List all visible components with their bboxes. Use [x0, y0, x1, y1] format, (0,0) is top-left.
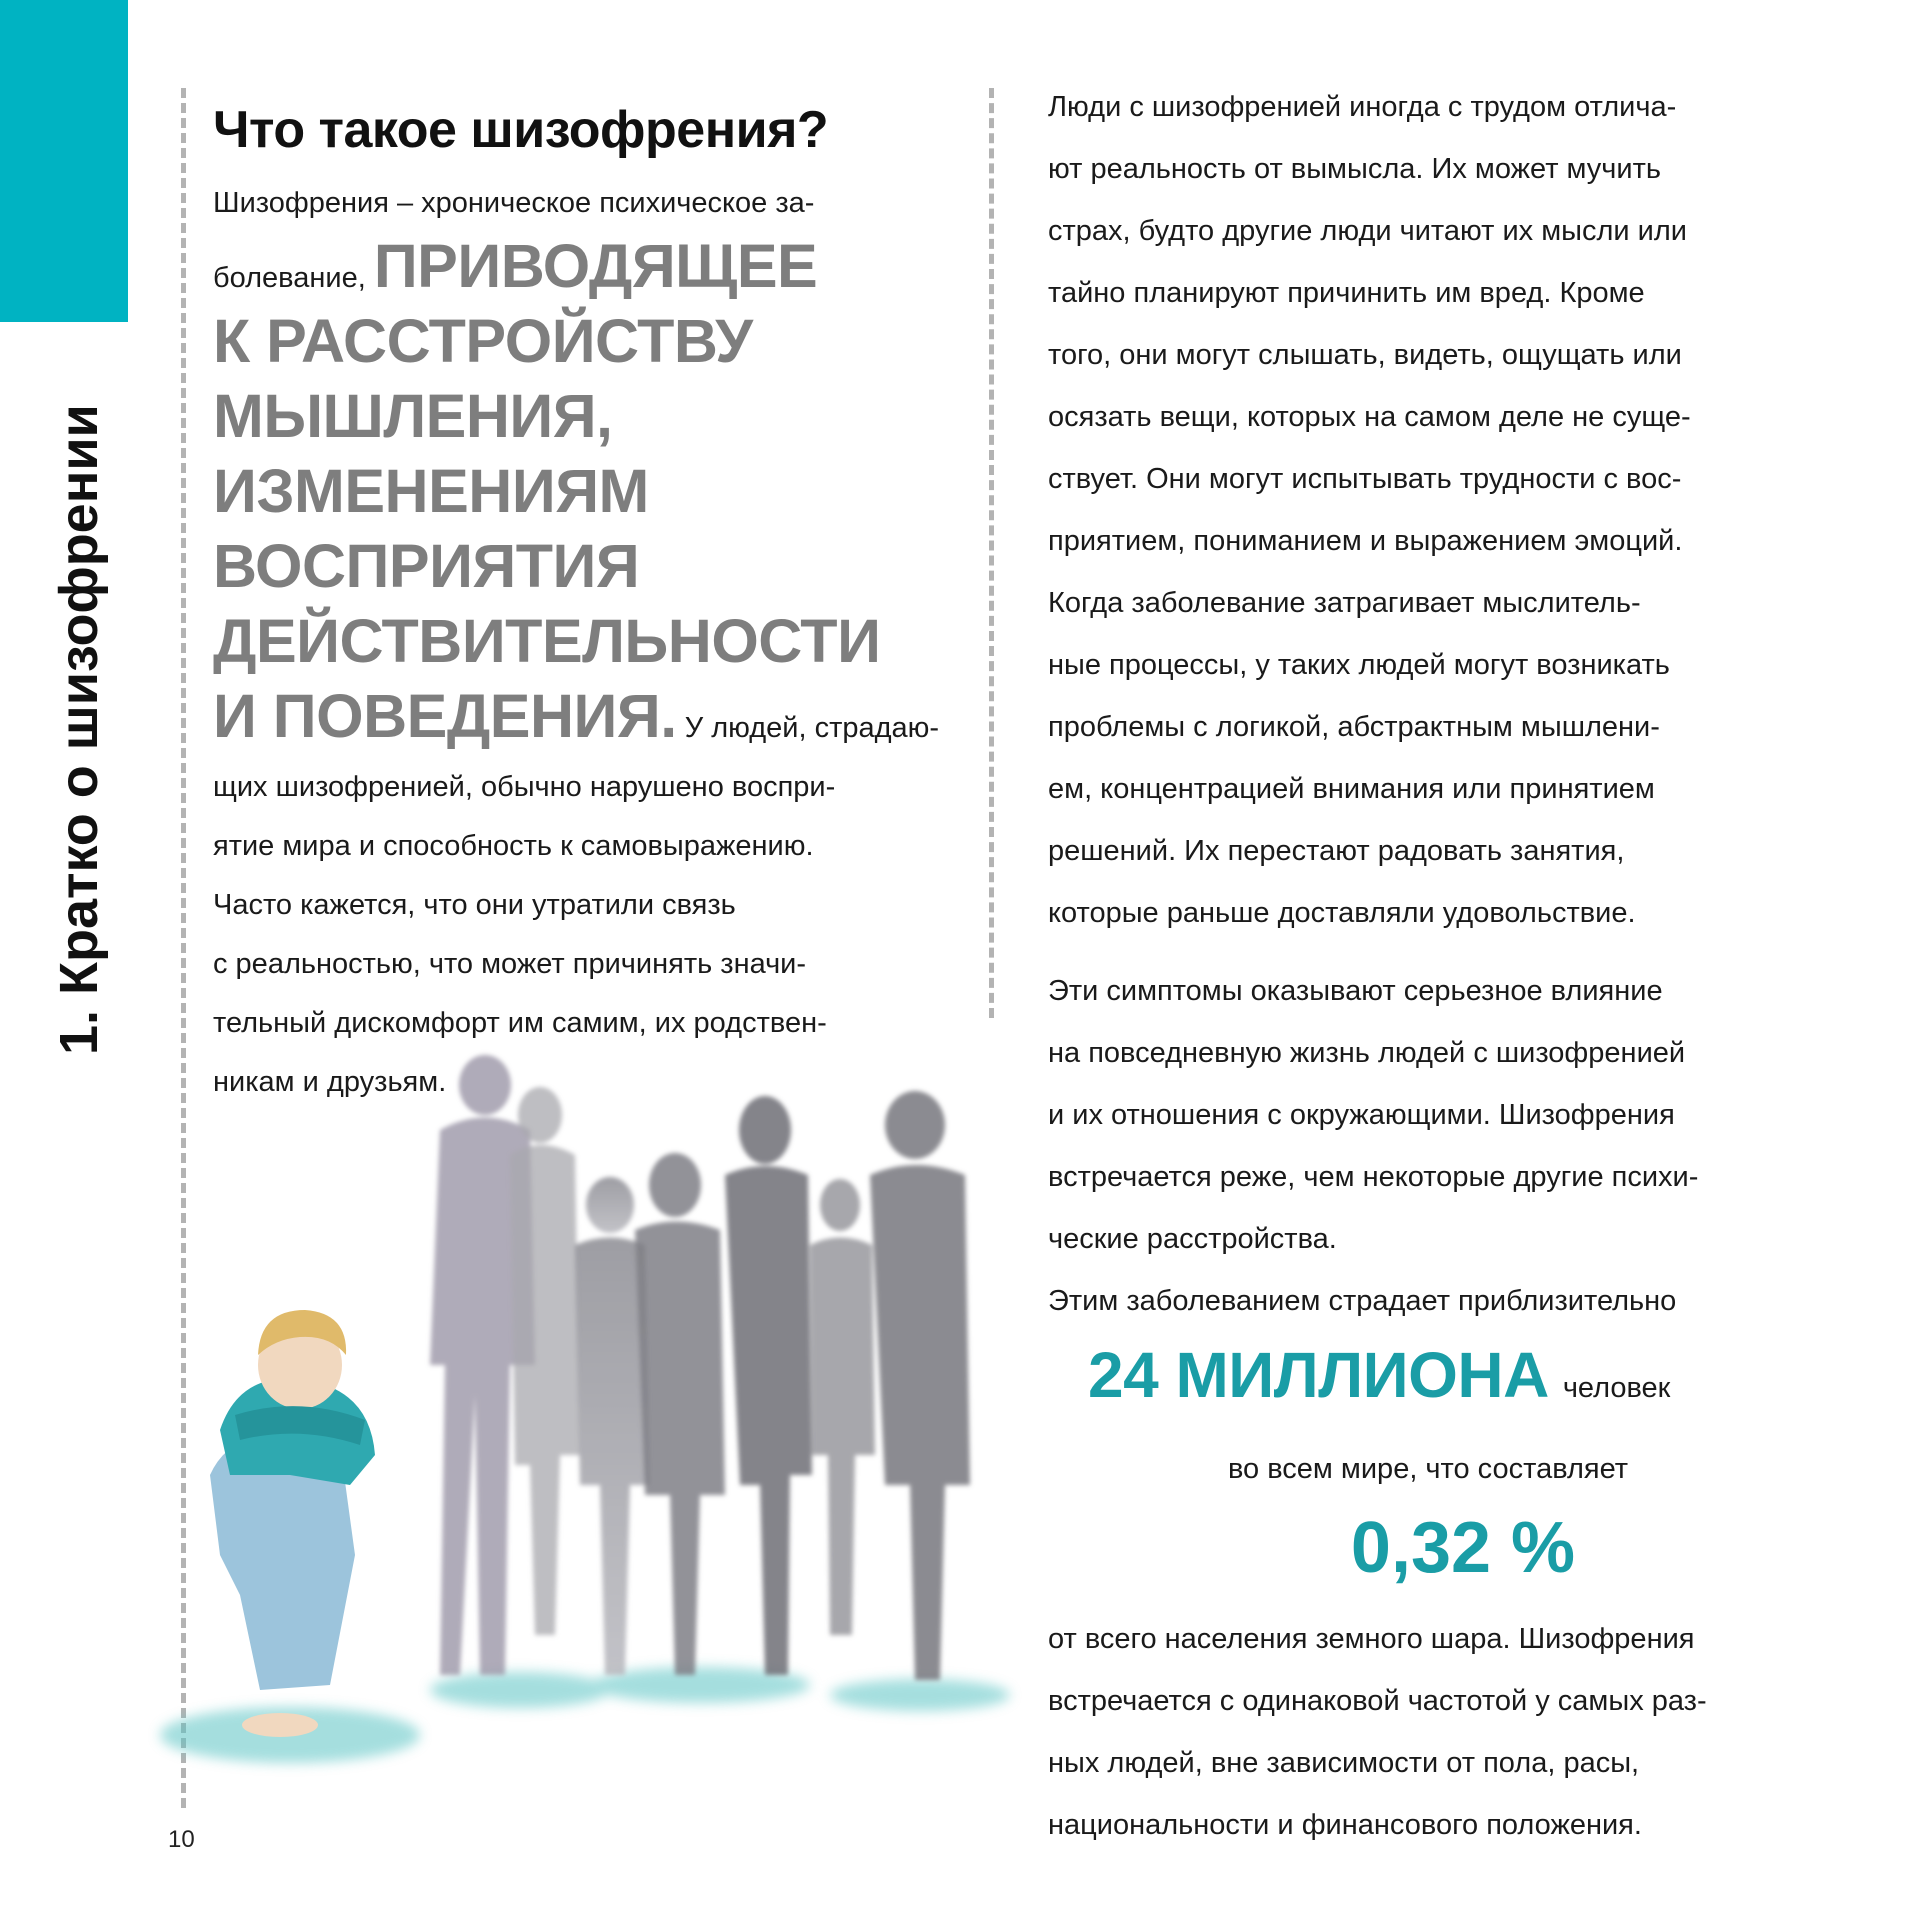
text-line: и их отношения с окружающими. Шизофрения — [1048, 1099, 1675, 1131]
text-line: ем, концентрацией внимания или принятием — [1048, 773, 1655, 805]
stat-context: во всем мире, что составляет — [1227, 1453, 1629, 1485]
text-line: с реальностью, что может причинять значи- — [213, 948, 807, 980]
right-column — [1048, 76, 1808, 1856]
standing-figure — [810, 1179, 875, 1635]
page-number: 10 — [168, 1826, 195, 1853]
after-emphasis-text: У людей, страдаю- — [676, 712, 940, 744]
text-line: Часто кажется, что они утратили связь — [213, 889, 736, 921]
section-title: 1. Кратко о шизофрении — [49, 404, 109, 1055]
emphasis-line-3: МЫШЛЕНИЯ, ИЗМЕНЕНИЯМ — [213, 382, 649, 525]
text-line: того, они могут слышать, видеть, ощущать или — [1048, 339, 1682, 371]
emphasis-line-1: ПРИВОДЯЩЕЕ — [373, 232, 818, 300]
standing-figures-group — [430, 1055, 970, 1680]
text-line: Люди с шизофренией иногда с трудом отлича- — [1048, 91, 1677, 123]
text-line: Когда заболевание затрагивает мыслитель- — [1048, 587, 1641, 619]
stat-million-line — [1048, 1338, 1808, 1438]
population-paragraph — [1048, 1608, 1808, 1856]
text-line: ные процессы, у таких людей могут возникать — [1048, 649, 1670, 681]
text-line: щих шизофренией, обычно нарушено воспри- — [213, 771, 836, 803]
text-line: приятием, пониманием и выражением эмоций. — [1048, 525, 1683, 557]
intro-line-1: Шизофрения – хроническое психическое за- — [213, 187, 815, 219]
text-line: от всего населения земного шара. Шизофрения — [1048, 1623, 1695, 1655]
watercolor-illustration — [140, 1035, 1040, 1825]
text-line: тельный дискомфорт им самим, их родствен- — [213, 1007, 827, 1039]
text-line: страх, будто другие люди читают их мысли или — [1048, 215, 1688, 247]
text-line: национальности и финансового положения. — [1048, 1809, 1642, 1841]
seated-boy-figure — [210, 1310, 375, 1737]
text-line: никам и друзьям. — [213, 1066, 447, 1098]
text-line: ятие мира и способность к самовыражению. — [213, 830, 814, 862]
text-line: тайно планируют причинить им вред. Кроме — [1048, 277, 1645, 309]
middle-dashed-divider — [989, 88, 994, 1018]
emphasis-line-6: И ПОВЕДЕНИЯ. — [213, 682, 677, 750]
left-column — [213, 96, 973, 1112]
text-line: ческие расстройства. — [1048, 1223, 1337, 1255]
standing-figure — [725, 1096, 812, 1675]
text-line: решений. Их перестают радовать занятия, — [1048, 835, 1625, 867]
stat-unit: человек — [1562, 1372, 1671, 1404]
text-line: ют реальность от вымысла. Их может мучить — [1048, 153, 1661, 185]
text-line: осязать вещи, которых на самом деле не суще- — [1048, 401, 1691, 433]
text-line: Этим заболеванием страдает приблизительно — [1048, 1285, 1677, 1317]
intro-line-2: болевание, — [213, 262, 374, 294]
standing-figure — [870, 1091, 970, 1680]
boy-feet — [242, 1713, 318, 1737]
text-line: на повседневную жизнь людей с шизофренией — [1048, 1037, 1686, 1069]
text-line: ствует. Они могут испытывать трудности с вос- — [1048, 463, 1682, 495]
standing-figure — [510, 1087, 580, 1635]
stat-percent: 0,32 % — [1350, 1508, 1576, 1588]
teal-accent-block — [0, 0, 128, 322]
text-line: проблемы с логикой, абстрактным мышлени- — [1048, 711, 1660, 743]
intro-paragraph — [213, 174, 973, 1112]
text-line: ных людей, вне зависимости от пола, расы, — [1048, 1747, 1640, 1779]
page-heading: Что такое шизофрения? — [213, 101, 829, 159]
emphasis-line-2: К РАССТРОЙСТВУ — [213, 307, 753, 375]
emphasis-line-5: ДЕЙСТВИТЕЛЬНОСТИ — [213, 607, 881, 675]
standing-figure — [635, 1153, 725, 1675]
symptoms-paragraph — [1048, 76, 1808, 944]
impact-paragraph — [1048, 960, 1808, 1332]
text-line: Эти симптомы оказывают серьезное влияние — [1048, 975, 1663, 1007]
emphasis-line-4: ВОСПРИЯТИЯ — [213, 532, 640, 600]
text-line: встречается с одинаковой частотой у самых раз- — [1048, 1685, 1707, 1717]
text-line: встречается реже, чем некоторые другие психи- — [1048, 1161, 1699, 1193]
stat-number: 24 МИЛЛИОНА — [1088, 1339, 1549, 1411]
text-line: которые раньше доставляли удовольствие. — [1048, 897, 1636, 929]
